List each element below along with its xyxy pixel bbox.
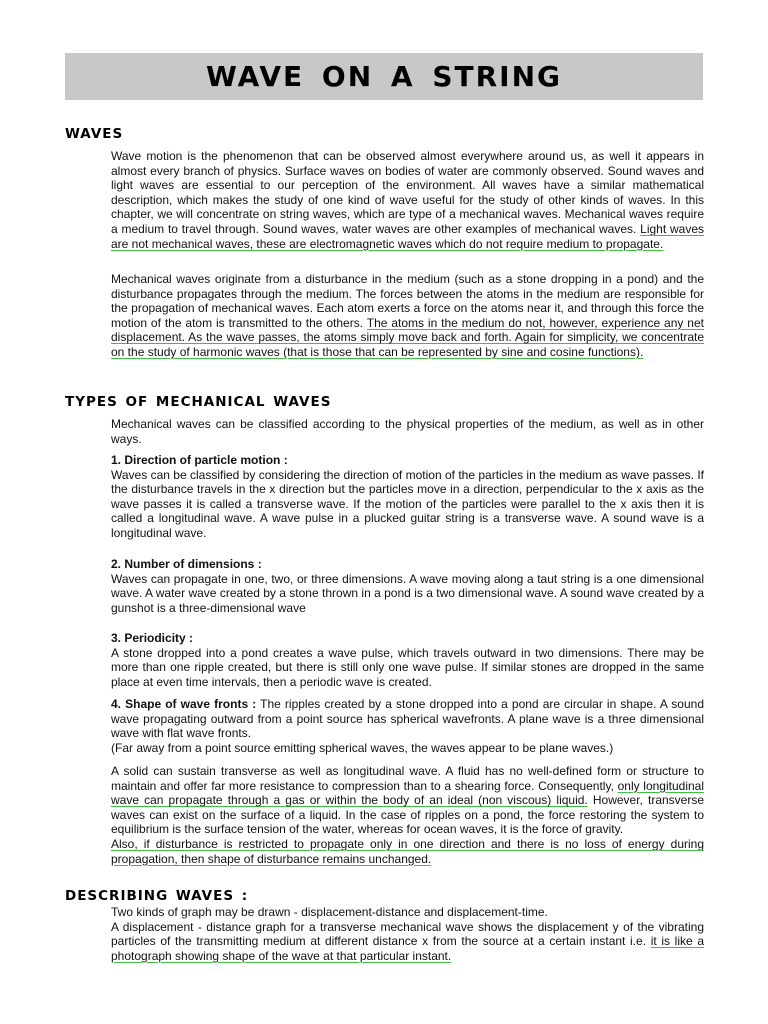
list-item-note: (Far away from a point source emitting spherical waves, the waves appear to be plane waves.)	[111, 740, 614, 755]
list-item-heading: 1. Direction of particle motion :	[111, 453, 288, 467]
list-item-heading: 2. Number of dimensions :	[111, 557, 262, 571]
highlighted-text: it is like a photograph showing shape of the wave at that particular instant.	[111, 934, 704, 963]
highlighted-text: Also, if disturbance is restricted to propagate only in one direction and there is no loss of energy during propagation, then shape of disturbance remains unchanged.	[111, 836, 704, 866]
paragraph-text: Wave motion is the phenomenon that can be observed almost everywhere around us, as well it appears in almost every branch of physics. Surface waves on bodies of water are commonly observed. Sound waves and light waves are essential to our perception of the environment. All waves have a similar mathematical description, which makes the study of one kind of wave useful for the study of other kinds of waves. In this chapter, we will concentrate on string waves, which are type of a mechanical waves. Mechanical waves require a medium to travel through. Sound waves, water waves are other examples of mechanical waves.	[111, 149, 704, 236]
highlighted-text: Light waves are not mechanical waves, these are electromagnetic waves which do not require medium to propagate.	[111, 221, 705, 251]
list-item-wave-fronts	[111, 697, 704, 755]
list-item-text: Waves can be classified by considering the direction of motion of the particles in the medium as wave passes. If the disturbance travels in the x direction but the particles move in a direction, perpendicular to the x axis as the wave passes it is called a transverse wave. If the motion of the particles were parallel to the x axis then it is called a longitudinal wave. A wave pulse in a plucked guitar string is a transverse wave. A sound wave is a longitudinal wave.	[111, 467, 704, 540]
list-item-text: Waves can propagate in one, two, or three dimensions. A wave moving along a taut string is a one dimensional wave. A water wave created by a stone thrown in a pond is a two dimensional wave. A sound wave created by a gunshot is a three-dimensional wave	[111, 571, 704, 615]
list-item-particle-motion	[111, 453, 704, 541]
section-heading-describing: DESCRIBING WAVES :	[65, 888, 249, 904]
paragraph-waves-1	[111, 149, 704, 251]
section-heading-types: TYPES OF MECHANICAL WAVES	[65, 394, 332, 410]
list-item-dimensions	[111, 557, 704, 615]
paragraph-text: Mechanical waves originate from a disturbance in the medium (such as a stone dropping in a pond) and the disturbance propagates through the medium. The forces between the atoms in the medium are responsible for the propagation of mechanical waves. Each atom exerts a force on the atoms near it, and through this force the motion of the atom is transmitted to the others.	[111, 272, 704, 330]
highlighted-text: only longitudinal wave can propagate through a gas or within the body of an ideal (non viscous) liquid.	[111, 778, 705, 808]
title-banner	[65, 53, 703, 100]
paragraph-text: Two kinds of graph may be drawn - displacement-distance and displacement-time.	[111, 905, 548, 919]
list-item-periodicity	[111, 631, 704, 689]
paragraph-waves-2	[111, 272, 704, 360]
list-item-heading: 3. Periodicity :	[111, 631, 194, 645]
paragraph-text: A solid can sustain transverse as well as longitudinal wave. A fluid has no well-defined form or structure to maintain and offer far more resistance to compression than to a shearing force. Consequently,	[111, 764, 704, 793]
paragraph-types-intro: Mechanical waves can be classified according to the physical properties of the medium, as well as in other ways.	[111, 417, 704, 446]
paragraph-text: However, transverse waves can exist on the surface of a liquid. In the case of ripples on a pond, the force restoring the system to equilibrium is the surface tension of the water, whereas for ocean waves, it is the force of gravity.	[111, 793, 705, 837]
highlighted-text: The atoms in the medium do not, however, experience any net displacement. As the wave passes, the atoms simply move back and forth. Again for simplicity, we concentrate on the study of harmonic waves (that is those that can be represented by sine and cosine functions).	[111, 315, 704, 359]
paragraph-solid-fluid	[111, 764, 704, 866]
page-title: WAVE ON A STRING	[205, 60, 562, 93]
list-item-text: The ripples created by a stone dropped into a pond are circular in shape. A sound wave propagating outward from a point source has spherical wavefronts. A plane wave is a three dimensional wave with flat wave fronts.	[111, 697, 704, 741]
list-item-text: A stone dropped into a pond creates a wave pulse, which travels outward in two dimensions. There may be more than one ripple created, but there is still only one wave pulse. If similar stones are dropped in the same place at even time intervals, then a periodic wave is created.	[111, 645, 704, 689]
paragraph-text: A displacement - distance graph for a transverse mechanical wave shows the displacement y of the vibrating particles of the transmitting medium at different distance x from the source at a certain instant i.e.	[111, 919, 704, 949]
section-heading-waves: WAVES	[65, 126, 124, 142]
paragraph-describing	[111, 905, 704, 963]
list-item-heading: 4. Shape of wave fronts :	[111, 697, 257, 711]
